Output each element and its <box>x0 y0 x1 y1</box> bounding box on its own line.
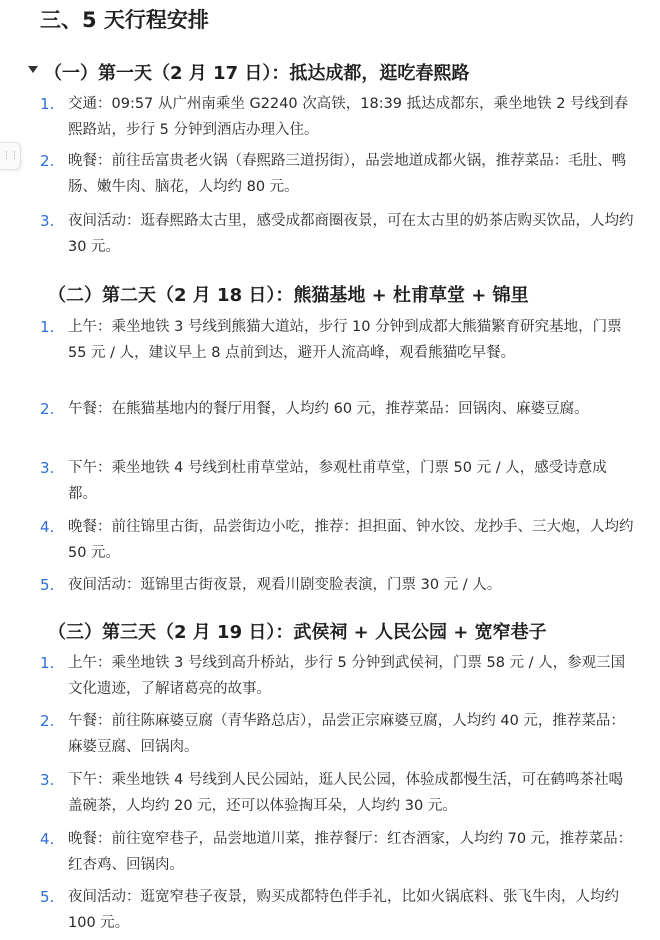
list-item-text: 夜间活动：逛春熙路太古里，感受成都商圈夜景，可在太古里的奶茶店购买饮品，人均约 30 元。 <box>68 213 634 255</box>
list-item-text: 夜间活动：逛宽窄巷子夜景，购买成都特色伴手礼，比如火锅底料、张飞牛肉，人均约 100 元。 <box>68 889 619 931</box>
list-item <box>40 314 630 392</box>
list-item-number: 2. <box>40 400 55 418</box>
list-item-text: 晚餐：前往宽窄巷子，品尝地道川菜，推荐餐厅：红杏酒家，人均约 70 元，推荐菜品：红杏鸡、回锅肉。 <box>68 831 633 873</box>
list-item-text: 交通：09:57 从广州南乘坐 G2240 次高铁，18:39 抵达成都东，乘坐地铁 2 号线到春熙路站，步行 5 分钟到酒店办理入住。 <box>68 96 629 138</box>
list-item <box>40 884 630 936</box>
list-item <box>40 148 630 200</box>
list-item-number: 3. <box>40 212 55 230</box>
list-item <box>40 826 633 878</box>
list-item-text: 夜间活动：逛锦里古街夜景，观看川剧变脸表演，门票 30 元 / 人。 <box>68 577 502 593</box>
list-item-number: 5. <box>40 576 55 594</box>
list-item-text: 午餐：在熊猫基地内的餐厅用餐，人均约 60 元，推荐菜品：回锅肉、麻婆豆腐。 <box>68 401 589 417</box>
list-item <box>40 767 630 819</box>
list-item-text: 晚餐：前往锦里古街，品尝街边小吃，推荐：担担面、钟水饺、龙抄手、三大炮，人均约 50 元。 <box>68 519 634 561</box>
day-1-heading: （一）第一天（2 月 17 日）：抵达成都，逛吃春熙路 <box>44 63 470 84</box>
list-item <box>40 514 634 566</box>
list-item-text: 下午：乘坐地铁 4 号线到杜甫草堂站，参观杜甫草堂，门票 50 元 / 人，感受诗意成都。 <box>68 460 607 502</box>
list-item <box>40 572 630 598</box>
day-2-heading: （二）第二天（2 月 18 日）：熊猫基地 + 杜甫草堂 + 锦里 <box>48 285 529 306</box>
list-item-text: 晚餐：前往岳富贵老火锅（春熙路三道拐街），品尝地道成都火锅，推荐菜品：毛肚、鸭肠、嫩牛肉、脑花，人均约 80 元。 <box>68 153 627 195</box>
list-item <box>40 708 630 760</box>
list-item <box>40 208 634 260</box>
list-item-number: 3. <box>40 459 55 477</box>
side-panel-handle[interactable] <box>0 142 21 170</box>
list-item <box>40 91 630 143</box>
list-item-number: 1. <box>40 654 55 672</box>
list-item-text: 午餐：前往陈麻婆豆腐（青华路总店），品尝正宗麻婆豆腐，人均约 40 元，推荐菜品：麻婆豆腐、回锅肉。 <box>68 713 625 755</box>
grip-icon: ⋮⋮ <box>2 151 18 161</box>
list-item-number: 1. <box>40 95 55 113</box>
list-item-number: 4. <box>40 830 55 848</box>
list-item-number: 3. <box>40 771 55 789</box>
list-item-text: 下午：乘坐地铁 4 号线到人民公园站，逛人民公园，体验成都慢生活，可在鹤鸣茶社喝盖碗茶，人均约 20 元，还可以体验掏耳朵，人均约 30 元。 <box>68 772 623 814</box>
list-item-text: 上午：乘坐地铁 3 号线到熊猫大道站，步行 10 分钟到成都大熊猫繁育研究基地，门票 55 元 / 人，建议早上 8 点前到达，避开人流高峰，观看熊猫吃早餐。 <box>68 319 622 361</box>
list-item-number: 4. <box>40 518 55 536</box>
list-item <box>40 396 630 448</box>
list-item-number: 1. <box>40 318 55 336</box>
list-item-number: 2. <box>40 712 55 730</box>
day-3-heading: （三）第三天（2 月 19 日）：武侯祠 + 人民公园 + 宽窄巷子 <box>48 622 547 643</box>
list-item-text: 上午：乘坐地铁 3 号线到高升桥站，步行 5 分钟到武侯祠，门票 58 元 / 人，参观三国文化遗迹，了解诸葛亮的故事。 <box>68 655 626 697</box>
section-heading: 三、5 天行程安排 <box>40 8 209 32</box>
list-item <box>40 455 630 507</box>
collapse-caret-icon[interactable] <box>28 66 38 73</box>
list-item-number: 2. <box>40 152 55 170</box>
list-item <box>40 650 630 702</box>
list-item-number: 5. <box>40 888 55 906</box>
